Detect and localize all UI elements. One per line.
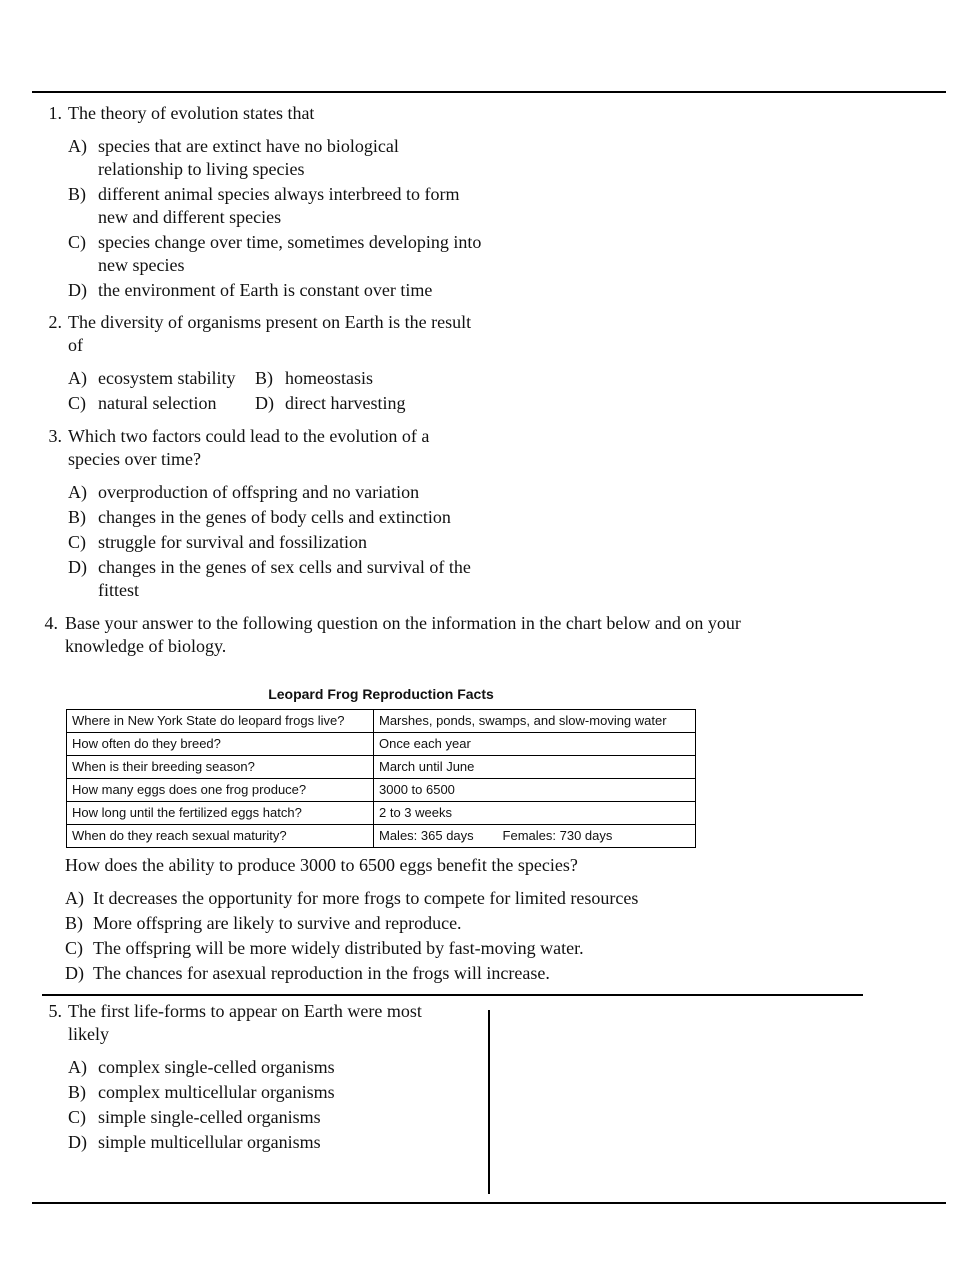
question-number: 4. bbox=[44, 613, 58, 633]
table-cell: 3000 to 6500 bbox=[374, 779, 696, 802]
table-cell: March until June bbox=[374, 756, 696, 779]
choice-text: homeostasis bbox=[285, 368, 373, 388]
choice-label: C) bbox=[68, 232, 86, 252]
table-row bbox=[67, 710, 696, 733]
choice-text: different animal species always interbreed to form new and different species bbox=[98, 184, 460, 227]
choice-text: More offspring are likely to survive and reproduce. bbox=[93, 913, 462, 933]
choice-c[interactable] bbox=[68, 531, 482, 554]
question-number: 3. bbox=[48, 426, 62, 446]
question-4 bbox=[40, 612, 820, 658]
choice-text: natural selection bbox=[98, 393, 217, 413]
table-cell: 2 to 3 weeks bbox=[374, 802, 696, 825]
question-2 bbox=[42, 311, 482, 415]
choice-label: C) bbox=[68, 532, 86, 552]
table-row bbox=[67, 802, 696, 825]
choice-c[interactable] bbox=[68, 231, 482, 277]
choice-label: D) bbox=[255, 393, 274, 413]
choice-text: simple multicellular organisms bbox=[98, 1132, 321, 1152]
choice-text: overproduction of offspring and no variation bbox=[98, 482, 420, 502]
choice-label: C) bbox=[65, 938, 83, 958]
choice-label: A) bbox=[68, 136, 87, 156]
question-1 bbox=[42, 102, 482, 304]
table-cell: Males: 365 days Females: 730 days bbox=[374, 825, 696, 848]
choice-d[interactable] bbox=[68, 1131, 462, 1154]
choice-text: It decreases the opportunity for more frogs to compete for limited resources bbox=[93, 888, 639, 908]
choice-text: species change over time, sometimes developing into new species bbox=[98, 232, 482, 275]
choice-text: struggle for survival and fossilization bbox=[98, 532, 367, 552]
question-text: The theory of evolution states that bbox=[68, 103, 315, 123]
question-5 bbox=[42, 1000, 462, 1156]
question-text: Base your answer to the following question on the information in the chart below and on your knowledge of biology. bbox=[65, 613, 741, 656]
table-row bbox=[67, 825, 696, 848]
choice-text: complex single-celled organisms bbox=[98, 1057, 335, 1077]
choice-label: D) bbox=[68, 1132, 87, 1152]
choice-b[interactable] bbox=[68, 183, 482, 229]
choice-d[interactable] bbox=[65, 962, 865, 985]
table-cell: Once each year bbox=[374, 733, 696, 756]
table-cell: How often do they breed? bbox=[67, 733, 374, 756]
choice-text: complex multicellular organisms bbox=[98, 1082, 335, 1102]
question-text: The first life-forms to appear on Earth were most likely bbox=[68, 1001, 422, 1044]
table-cell: When do they reach sexual maturity? bbox=[67, 825, 374, 848]
section-rule bbox=[42, 994, 863, 996]
question-3 bbox=[42, 425, 482, 604]
sub-question-text: How does the ability to produce 3000 to 6500 eggs benefit the species? bbox=[65, 855, 578, 875]
choice-c[interactable] bbox=[68, 1106, 462, 1129]
choice-label: D) bbox=[68, 280, 87, 300]
choice-label: D) bbox=[68, 557, 87, 577]
question-number: 5. bbox=[48, 1001, 62, 1021]
choice-a[interactable] bbox=[68, 481, 482, 504]
table-cell: How many eggs does one frog produce? bbox=[67, 779, 374, 802]
choice-label: B) bbox=[255, 368, 273, 388]
choice-label: A) bbox=[68, 482, 87, 502]
choice-label: B) bbox=[65, 913, 83, 933]
choice-a[interactable] bbox=[65, 887, 865, 910]
table-row bbox=[67, 733, 696, 756]
column-divider bbox=[488, 1010, 490, 1194]
choice-a[interactable] bbox=[68, 367, 255, 390]
choice-b[interactable] bbox=[255, 367, 415, 390]
choice-b[interactable] bbox=[68, 506, 482, 529]
choice-c[interactable] bbox=[68, 392, 255, 415]
choice-text: species that are extinct have no biological relationship to living species bbox=[98, 136, 399, 179]
bottom-rule bbox=[32, 1202, 946, 1204]
question-4-subquestion bbox=[65, 854, 865, 987]
choice-text: changes in the genes of body cells and extinction bbox=[98, 507, 451, 527]
table-row bbox=[67, 779, 696, 802]
choice-label: C) bbox=[68, 393, 86, 413]
question-text: Which two factors could lead to the evolution of a species over time? bbox=[68, 426, 430, 469]
table-row bbox=[67, 756, 696, 779]
choice-text: The chances for asexual reproduction in the frogs will increase. bbox=[93, 963, 550, 983]
choice-a[interactable] bbox=[68, 135, 482, 181]
choice-d[interactable] bbox=[68, 556, 482, 602]
choice-d[interactable] bbox=[255, 392, 415, 415]
choice-label: C) bbox=[68, 1107, 86, 1127]
choice-label: B) bbox=[68, 1082, 86, 1102]
choice-label: B) bbox=[68, 507, 86, 527]
choice-d[interactable] bbox=[68, 279, 482, 302]
top-rule bbox=[32, 91, 946, 93]
choice-text: the environment of Earth is constant over time bbox=[98, 280, 433, 300]
choice-text: simple single-celled organisms bbox=[98, 1107, 321, 1127]
choice-label: B) bbox=[68, 184, 86, 204]
choice-text: changes in the genes of sex cells and survival of the fittest bbox=[98, 557, 471, 600]
choice-label: A) bbox=[68, 368, 87, 388]
choice-b[interactable] bbox=[65, 912, 865, 935]
question-text: The diversity of organisms present on Earth is the result of bbox=[68, 312, 472, 355]
choice-c[interactable] bbox=[65, 937, 865, 960]
choice-b[interactable] bbox=[68, 1081, 462, 1104]
question-number: 1. bbox=[48, 103, 62, 123]
choice-text: ecosystem stability bbox=[98, 368, 236, 388]
choice-text: The offspring will be more widely distributed by fast-moving water. bbox=[93, 938, 584, 958]
table-cell: Where in New York State do leopard frogs live? bbox=[67, 710, 374, 733]
choice-label: D) bbox=[65, 963, 84, 983]
chart-title: Leopard Frog Reproduction Facts bbox=[268, 686, 494, 702]
choice-label: A) bbox=[65, 888, 84, 908]
choice-label: A) bbox=[68, 1057, 87, 1077]
choice-a[interactable] bbox=[68, 1056, 462, 1079]
table-cell: When is their breeding season? bbox=[67, 756, 374, 779]
frog-facts-table bbox=[66, 709, 696, 848]
table-cell: How long until the fertilized eggs hatch? bbox=[67, 802, 374, 825]
question-number: 2. bbox=[48, 312, 62, 332]
table-cell: Marshes, ponds, swamps, and slow-moving water bbox=[374, 710, 696, 733]
choice-text: direct harvesting bbox=[285, 393, 406, 413]
